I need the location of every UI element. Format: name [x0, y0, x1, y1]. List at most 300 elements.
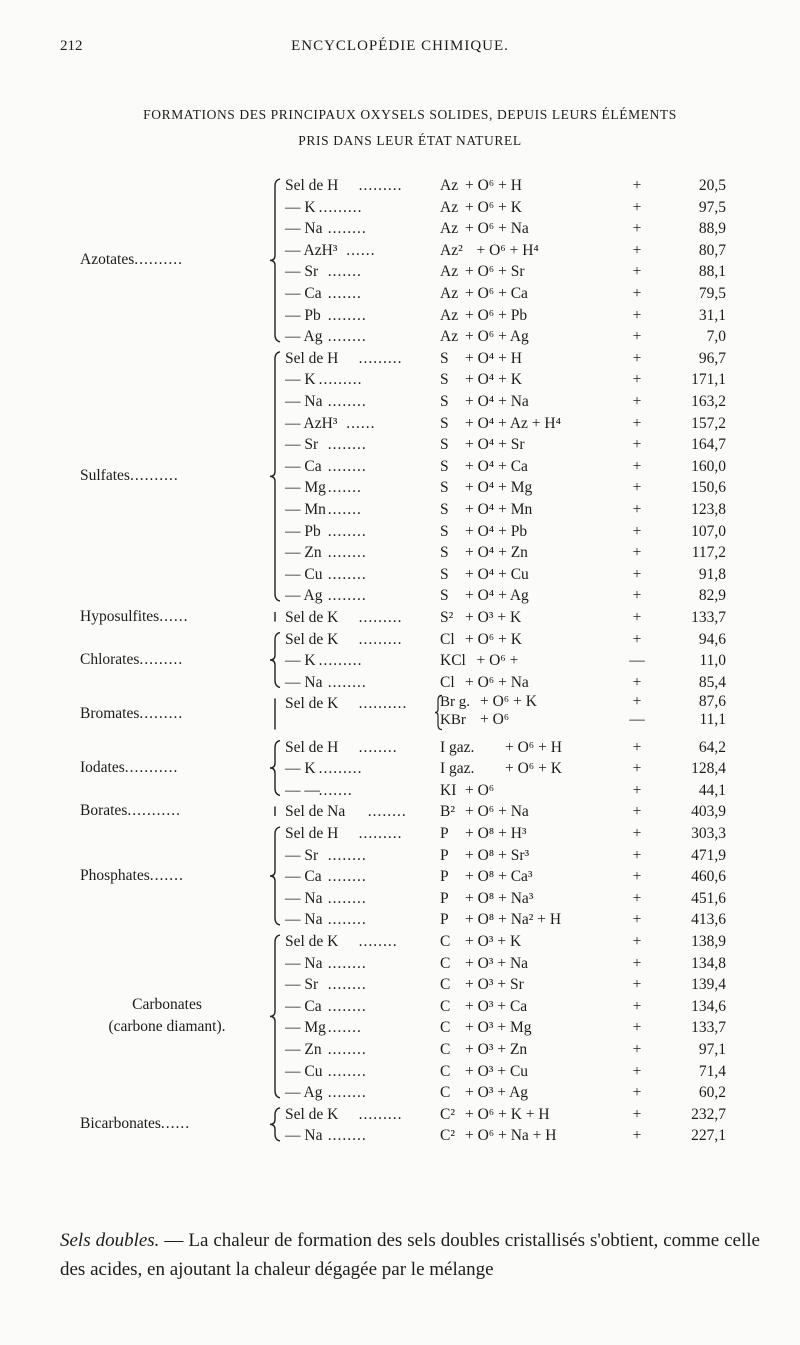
formula-cell: + O⁴ + Pb: [465, 522, 528, 540]
dot-leader: ..........: [358, 695, 408, 713]
paragraph-text: — La chaleur de formation des sels doubles cristallisés s'obtient, comme celle des acides, en ajoutant la chaleur dégagée par le mélange: [60, 1230, 760, 1280]
group-leader: ..........: [129, 467, 179, 485]
heat-value-cell: 451,6: [691, 889, 726, 907]
element-cell: — Na: [285, 220, 323, 238]
inner-brace: [435, 695, 442, 729]
group-leader: ..........: [134, 251, 183, 269]
group-name: Sulfates: [80, 467, 130, 485]
base-element-cell: C: [440, 997, 451, 1015]
sign-cell: +: [632, 241, 642, 259]
group-leader: .......: [149, 867, 184, 884]
sign-cell: +: [632, 846, 642, 864]
heat-value-cell: 133,7: [691, 609, 726, 626]
dot-leader: ........: [327, 457, 367, 475]
sign-cell: +: [632, 760, 642, 778]
element-cell: Sel de K: [285, 1105, 339, 1123]
base-element-cell: Cl: [440, 673, 455, 691]
base-element-cell: Az: [440, 220, 459, 238]
formula-cell: + O⁶ + K + H: [465, 1105, 550, 1123]
formula-cell: + O⁶ + K: [480, 693, 537, 711]
dot-leader: ........: [327, 868, 367, 886]
heat-value-cell: 413,6: [691, 911, 726, 929]
dot-leader: ........: [327, 328, 367, 346]
base-element-cell: Az: [440, 285, 459, 302]
element-cell: Sel de K: [285, 695, 339, 713]
group-name: Bicarbonates: [80, 1115, 161, 1133]
base-element-cell: Az: [440, 198, 459, 216]
dot-leader: ........: [327, 1041, 367, 1058]
group-name: Iodates: [80, 759, 125, 776]
sign-cell: +: [632, 693, 642, 711]
element-cell: — Ca: [285, 868, 322, 886]
base-element-cell: I gaz.: [440, 738, 475, 756]
formula-cell: + O⁶ + H⁴: [476, 241, 539, 259]
element-cell: — Cu: [285, 565, 323, 583]
element-cell: — Sr: [285, 263, 319, 281]
formula-cell: + O⁶ + Na: [465, 220, 529, 238]
base-element-cell: Az: [440, 306, 459, 324]
dot-leader: ........: [327, 889, 367, 907]
dot-leader: .........: [318, 652, 363, 670]
base-element-cell: C: [440, 954, 451, 972]
formula-cell: + O⁴ + Zn: [465, 544, 528, 562]
heat-value-cell: 403,9: [691, 803, 726, 821]
group-leader: ......: [160, 1115, 191, 1133]
formula-cell: + O⁶ + H: [465, 177, 522, 194]
heat-value-cell: 7,0: [706, 328, 726, 346]
element-cell: — K: [285, 371, 316, 389]
dot-leader: .........: [358, 609, 403, 626]
dot-leader: ........: [327, 587, 367, 605]
heat-value-cell: 60,2: [698, 1084, 726, 1102]
base-element-cell: KI: [440, 781, 457, 799]
heat-value-cell: 64,2: [698, 738, 726, 756]
heat-value-cell: 91,8: [698, 565, 726, 583]
formula-cell: + O⁸ + Ca³: [465, 868, 533, 886]
sign-cell: +: [632, 565, 642, 583]
formula-cell: + O⁸ + H³: [465, 825, 527, 842]
heat-value-cell: 134,8: [691, 954, 726, 972]
base-element-cell: Az: [440, 263, 459, 281]
base-element-cell: S: [440, 414, 449, 432]
formula-cell: + O⁶ + Sr: [465, 263, 525, 281]
sign-cell: +: [632, 1084, 642, 1102]
group-brace: [270, 179, 280, 342]
group-leader: .........: [139, 651, 184, 668]
heat-value-cell: 79,5: [698, 285, 726, 302]
element-cell: — Sr: [285, 976, 319, 994]
table-title-line-2: PRIS DANS LEUR ÉTAT NATUREL: [298, 133, 522, 148]
group-brace: [270, 935, 280, 1098]
element-cell: — Na: [285, 889, 323, 907]
dot-leader: .........: [318, 198, 363, 216]
heat-value-cell: 150,6: [691, 479, 726, 497]
dot-leader: ........: [367, 803, 407, 821]
dot-leader: ........: [327, 911, 367, 929]
formula-cell: + O⁴ + Mn: [465, 501, 533, 518]
base-element-cell: Cl: [440, 630, 455, 648]
base-element-cell: S: [440, 436, 449, 454]
heat-value-cell: 20,5: [698, 177, 726, 194]
sign-cell: +: [632, 414, 642, 432]
sign-cell: +: [632, 673, 642, 691]
element-cell: — Zn: [285, 1041, 322, 1058]
dot-leader: ........: [327, 954, 367, 972]
base-element-cell: Az²: [440, 241, 463, 259]
dot-leader: ........: [327, 673, 367, 691]
dot-leader: ........: [327, 1084, 367, 1102]
formula-cell: + O⁶ + K: [465, 630, 522, 648]
heat-value-cell: 163,2: [691, 393, 726, 410]
dot-leader: .........: [358, 177, 403, 194]
sign-cell: +: [632, 522, 642, 540]
dot-leader: .........: [318, 760, 363, 778]
base-element-cell: S: [440, 393, 449, 410]
dot-leader: ........: [327, 306, 367, 324]
element-cell: — Na: [285, 911, 323, 929]
formula-cell: + O⁸ + Na³: [465, 889, 534, 907]
sign-cell: +: [632, 328, 642, 346]
group-leader: ...........: [124, 759, 179, 776]
paragraph-label: Sels doubles.: [60, 1230, 160, 1251]
sign-cell: +: [632, 1127, 642, 1145]
heat-value-cell: 303,3: [691, 825, 726, 842]
sign-cell: —: [629, 711, 645, 728]
dot-leader: ........: [327, 393, 367, 410]
heat-value-cell: 123,8: [691, 501, 726, 518]
formula-cell: + O⁸ + Sr³: [465, 846, 530, 864]
element-cell: — AzH³: [285, 414, 338, 432]
dot-leader: .......: [327, 501, 362, 518]
base-element-cell: P: [440, 889, 449, 907]
group-brace: [270, 827, 280, 925]
heat-value-cell: 80,7: [698, 241, 726, 259]
element-cell: — Cu: [285, 1062, 323, 1080]
heat-value-cell: 85,4: [698, 673, 726, 691]
group-name: Azotates: [80, 251, 135, 269]
running-title: ENCYCLOPÉDIE CHIMIQUE.: [291, 38, 509, 54]
heat-value-cell: 460,6: [691, 868, 726, 886]
group-name: Borates: [80, 802, 128, 820]
formula-cell: + O⁶: [465, 781, 495, 799]
base-element-cell: Az: [440, 328, 459, 346]
base-element-cell: I gaz.: [440, 760, 475, 778]
sign-cell: —: [629, 652, 645, 670]
element-cell: — Mn: [285, 501, 326, 518]
base-element-cell: KCl: [440, 652, 466, 670]
element-cell: — Mg: [285, 479, 326, 497]
dot-leader: ........: [327, 544, 367, 562]
dot-leader: .........: [318, 371, 363, 389]
element-cell: Sel de Na: [285, 803, 346, 821]
dot-leader: ........: [327, 565, 367, 583]
base-element-cell: C: [440, 976, 451, 994]
element-cell: — K: [285, 760, 316, 778]
sign-cell: +: [632, 436, 642, 454]
heat-value-cell: 97,1: [698, 1041, 726, 1058]
formula-cell: + O³ + Cu: [465, 1062, 529, 1080]
formula-cell: + O⁴ + Sr: [465, 436, 525, 454]
element-cell: Sel de K: [285, 609, 339, 626]
element-cell: — Ca: [285, 457, 322, 475]
base-element-cell: C²: [440, 1105, 455, 1123]
element-cell: — —: [285, 781, 320, 799]
formula-cell: + O³ + Sr: [465, 976, 524, 994]
dot-leader: ......: [346, 241, 376, 259]
dot-leader: .........: [358, 630, 403, 648]
dot-leader: .......: [327, 285, 362, 302]
heat-value-cell: 11,0: [699, 652, 726, 670]
heat-value-cell: 82,9: [698, 587, 726, 605]
heat-value-cell: 71,4: [698, 1062, 726, 1080]
heat-value-cell: 87,6: [698, 693, 726, 711]
formula-cell: + O⁴ + Mg: [465, 479, 533, 497]
sign-cell: +: [632, 1062, 642, 1080]
dot-leader: ........: [327, 976, 367, 994]
sign-cell: +: [632, 609, 642, 626]
dot-leader: ........: [327, 846, 367, 864]
dot-leader: ........: [327, 522, 367, 540]
formula-cell: + O⁶ + Na: [465, 803, 529, 821]
group-leader: ...........: [127, 802, 181, 820]
base-element-cell: C: [440, 1041, 451, 1058]
formula-cell: + O⁴ + Cu: [465, 565, 529, 583]
sign-cell: +: [632, 803, 642, 821]
heat-value-cell: 232,7: [691, 1105, 726, 1123]
element-cell: — K: [285, 652, 316, 670]
group-name: Hyposulfites: [80, 607, 160, 625]
dot-leader: .......: [327, 479, 362, 497]
dot-leader: ........: [358, 933, 398, 950]
sign-cell: +: [632, 285, 642, 302]
base-element-cell: B²: [440, 803, 455, 821]
formula-cell: + O⁶ + Ca: [465, 285, 528, 302]
formula-cell: + O⁶ + Ag: [465, 328, 529, 346]
heat-value-cell: 133,7: [691, 1019, 726, 1037]
stacked-base-cell: Br g.: [440, 694, 470, 711]
formula-cell: + O⁸ + Na² + H: [465, 911, 562, 929]
element-cell: — Pb: [285, 306, 321, 324]
dot-leader: .......: [327, 263, 362, 281]
sign-cell: +: [632, 501, 642, 518]
group-brace: [270, 352, 280, 601]
sign-cell: +: [632, 976, 642, 994]
element-cell: — Ca: [285, 997, 322, 1015]
sign-cell: +: [632, 997, 642, 1015]
sign-cell: +: [632, 177, 642, 194]
formula-cell: + O³ + K: [465, 933, 522, 950]
base-element-cell: P: [440, 846, 449, 864]
heat-value-cell: 117,2: [691, 544, 726, 562]
sign-cell: +: [632, 781, 642, 799]
heat-value-cell: 88,1: [698, 263, 726, 281]
dot-leader: ........: [327, 997, 367, 1015]
group-name: Carbonates: [132, 996, 202, 1014]
sign-cell: +: [632, 933, 642, 950]
dot-leader: .........: [358, 1105, 403, 1123]
formula-cell: + O⁴ + Az + H⁴: [465, 414, 562, 432]
base-element-cell: S: [440, 544, 449, 562]
dot-leader: .........: [358, 825, 403, 842]
group-name: Bromates: [80, 705, 140, 722]
heat-value-cell: 471,9: [691, 846, 726, 864]
base-element-cell: S²: [440, 609, 454, 626]
group-name: Phosphates: [80, 867, 150, 884]
formula-cell: + O³ + K: [465, 609, 522, 626]
element-cell: Sel de K: [285, 630, 339, 648]
table-title-line-1: FORMATIONS DES PRINCIPAUX OXYSELS SOLIDES, DEPUIS LEURS ÉLÉMENTS: [143, 107, 677, 122]
heat-value-cell: 97,5: [698, 198, 726, 216]
sign-cell: +: [632, 1019, 642, 1037]
formula-cell: + O⁶ + Pb: [465, 306, 528, 324]
element-cell: Sel de K: [285, 933, 339, 950]
formula-cell: + O⁴ + K: [465, 371, 522, 389]
dot-leader: ........: [327, 1127, 367, 1145]
group-name-sub: (carbone diamant).: [108, 1018, 226, 1036]
base-element-cell: C²: [440, 1127, 455, 1145]
base-element-cell: S: [440, 587, 449, 605]
sign-cell: +: [632, 198, 642, 216]
base-element-cell: P: [440, 868, 449, 886]
sign-cell: +: [632, 371, 642, 389]
formula-cell: + O³ + Ag: [465, 1084, 529, 1102]
base-element-cell: S: [440, 565, 449, 583]
heat-value-cell: 11,1: [699, 711, 726, 728]
element-cell: — Sr: [285, 846, 319, 864]
formula-cell: + O⁶: [480, 711, 510, 728]
sign-cell: +: [632, 544, 642, 562]
heat-value-cell: 44,1: [698, 781, 726, 799]
base-element-cell: C: [440, 1062, 451, 1080]
element-cell: Sel de H: [285, 177, 339, 194]
heat-value-cell: 94,6: [698, 630, 726, 648]
formula-cell: + O³ + Zn: [465, 1041, 528, 1058]
element-cell: — Sr: [285, 436, 319, 454]
heat-value-cell: 164,7: [691, 436, 726, 454]
element-cell: — Ag: [285, 328, 323, 346]
element-cell: — Zn: [285, 544, 322, 562]
page-number: 212: [60, 38, 83, 54]
base-element-cell: S: [440, 479, 449, 497]
sign-cell: +: [632, 587, 642, 605]
element-cell: Sel de H: [285, 349, 339, 367]
base-element-cell: Az: [440, 177, 459, 194]
base-element-cell: C: [440, 933, 451, 950]
formula-cell: + O⁴ + Na: [465, 393, 529, 410]
element-cell: — Ag: [285, 1084, 323, 1102]
sign-cell: +: [632, 868, 642, 886]
element-cell: — AzH³: [285, 241, 338, 259]
base-element-cell: S: [440, 501, 449, 518]
base-element-cell: C: [440, 1019, 451, 1037]
element-cell: — Na: [285, 1127, 323, 1145]
sign-cell: +: [632, 630, 642, 648]
element-cell: — Ag: [285, 587, 323, 605]
sign-cell: +: [632, 349, 642, 367]
base-element-cell: S: [440, 349, 449, 367]
sign-cell: +: [632, 889, 642, 907]
group-brace: [270, 633, 280, 688]
group-brace: [270, 1108, 280, 1141]
sign-cell: +: [632, 220, 642, 238]
heat-value-cell: 107,0: [691, 522, 726, 540]
heat-value-cell: 138,9: [691, 933, 726, 950]
heat-value-cell: 96,7: [698, 349, 726, 367]
formula-cell: + O⁶ + Na + H: [465, 1127, 557, 1145]
sign-cell: +: [632, 911, 642, 929]
dot-leader: ........: [358, 738, 398, 756]
heat-value-cell: 160,0: [691, 457, 726, 475]
element-cell: — Na: [285, 954, 323, 972]
element-cell: — Ca: [285, 285, 322, 302]
group-brace: [270, 741, 280, 796]
sign-cell: +: [632, 479, 642, 497]
element-cell: Sel de H: [285, 825, 339, 842]
formula-cell: + O⁶ + H: [505, 738, 562, 756]
heat-value-cell: 157,2: [691, 414, 726, 432]
dot-leader: ......: [346, 414, 376, 432]
group-leader: ......: [159, 607, 189, 625]
base-element-cell: P: [440, 825, 449, 842]
dot-leader: .......: [327, 1019, 362, 1037]
sign-cell: +: [632, 263, 642, 281]
heat-value-cell: 31,1: [698, 306, 726, 324]
stacked-base-cell: KBr: [440, 712, 466, 728]
element-cell: — K: [285, 198, 316, 216]
formula-cell: + O⁶ + K: [465, 198, 522, 216]
formula-cell: + O⁶ + K: [505, 760, 562, 778]
sign-cell: +: [632, 825, 642, 842]
sign-cell: +: [632, 306, 642, 324]
dot-leader: ........: [327, 220, 367, 238]
heat-value-cell: 134,6: [691, 997, 726, 1015]
formula-cell: + O⁴ + Ca: [465, 457, 528, 475]
sign-cell: +: [632, 393, 642, 410]
heat-value-cell: 171,1: [691, 371, 726, 389]
formula-cell: + O³ + Na: [465, 954, 529, 972]
element-cell: — Pb: [285, 522, 321, 540]
group-leader: .........: [139, 705, 184, 722]
element-cell: — Mg: [285, 1019, 326, 1037]
base-element-cell: C: [440, 1084, 451, 1102]
formula-cell: + O⁶ + Na: [465, 673, 529, 691]
element-cell: — Na: [285, 393, 323, 410]
sign-cell: +: [632, 738, 642, 756]
heat-value-cell: 139,4: [691, 976, 726, 994]
formula-cell: + O⁴ + Ag: [465, 587, 529, 605]
heat-value-cell: 128,4: [691, 760, 726, 778]
base-element-cell: S: [440, 522, 449, 540]
sign-cell: +: [632, 457, 642, 475]
base-element-cell: P: [440, 911, 449, 929]
element-cell: Sel de H: [285, 738, 339, 756]
formula-cell: + O³ + Ca: [465, 997, 528, 1015]
base-element-cell: S: [440, 371, 449, 389]
formula-cell: + O⁶ +: [476, 652, 519, 670]
dot-leader: ........: [327, 1062, 367, 1080]
element-cell: — Na: [285, 673, 323, 691]
dot-leader: .........: [358, 349, 403, 367]
heat-value-cell: 227,1: [691, 1127, 726, 1145]
formula-cell: + O⁴ + H: [465, 349, 522, 367]
sign-cell: +: [632, 1105, 642, 1123]
group-name: Chlorates: [80, 651, 140, 668]
dot-leader: .......: [318, 781, 353, 799]
dot-leader: ........: [327, 436, 367, 454]
sign-cell: +: [632, 1041, 642, 1058]
base-element-cell: S: [440, 457, 449, 475]
sign-cell: +: [632, 954, 642, 972]
